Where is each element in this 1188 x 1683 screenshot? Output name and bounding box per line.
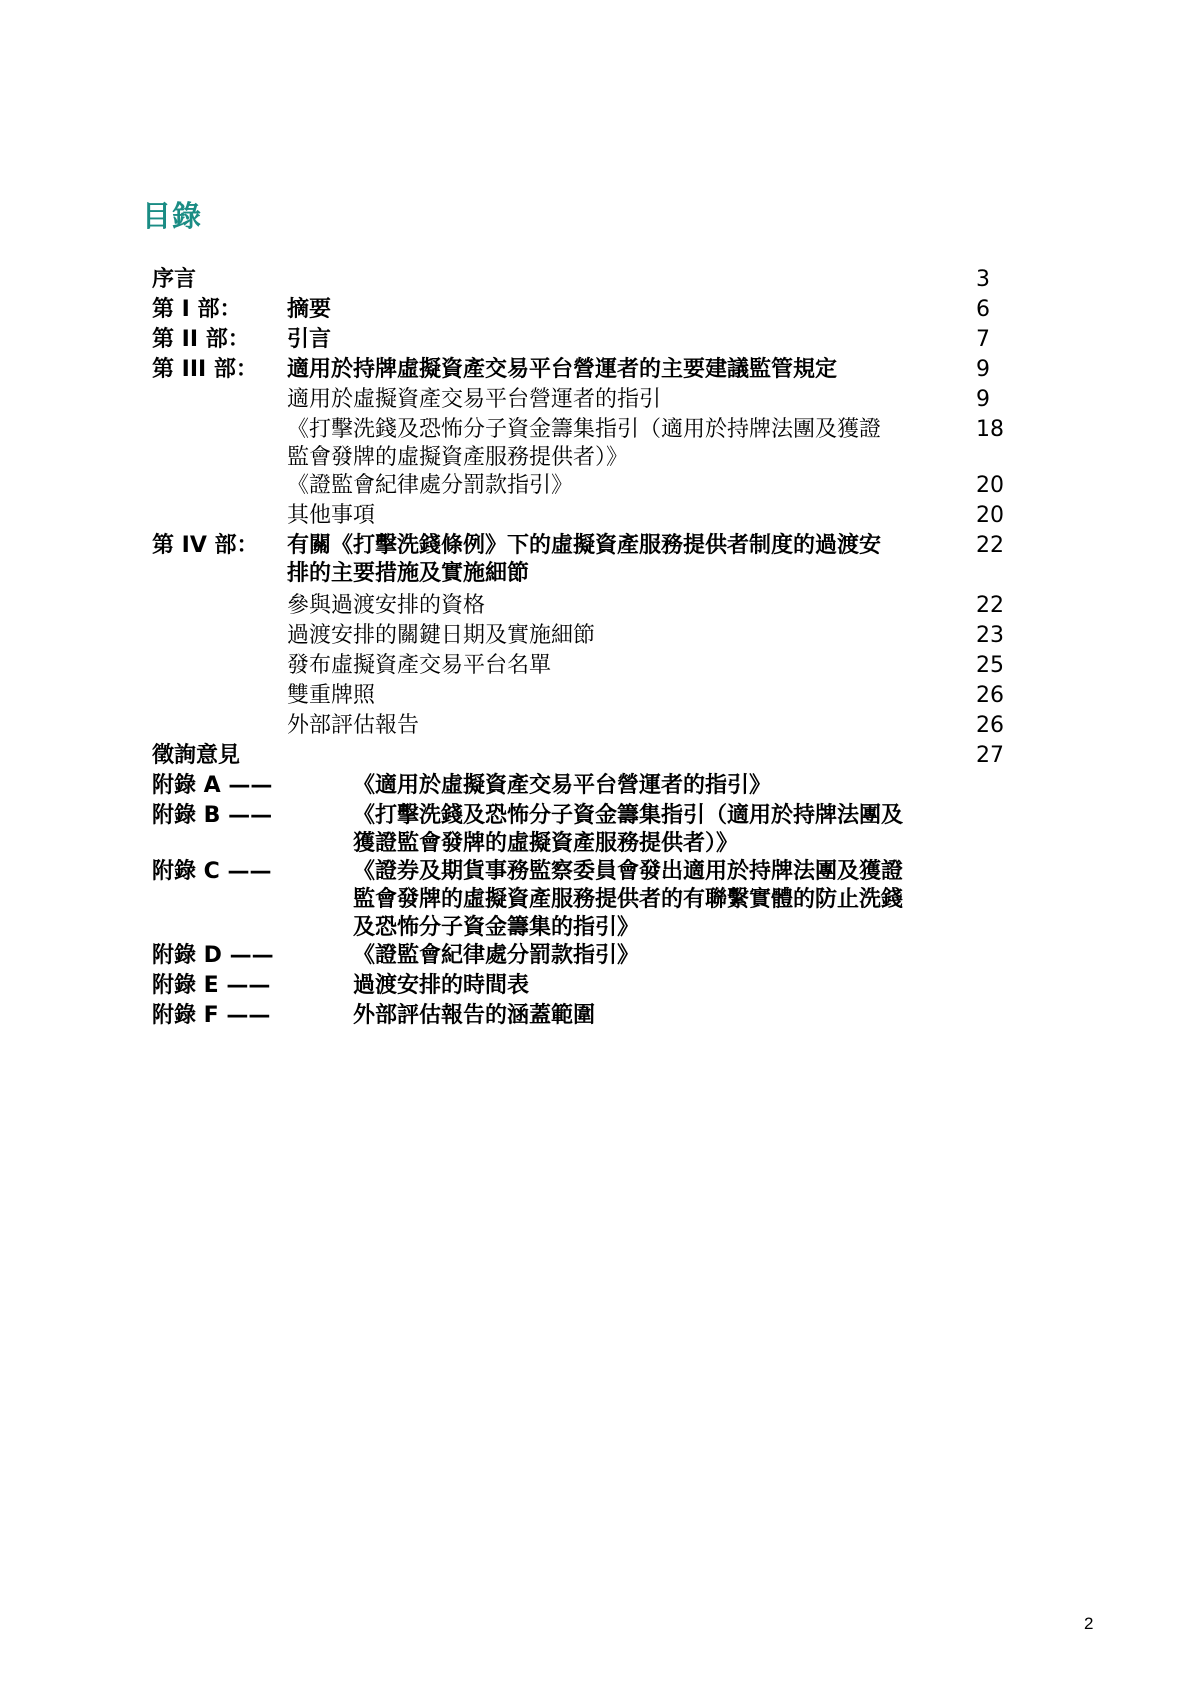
toc-row-title: 適用於虛擬資產交易平台營運者的指引 [287, 387, 662, 412]
toc-row-page: 9 [976, 357, 990, 382]
page-title: 目錄 [142, 199, 203, 233]
toc-row-label: 附錄 F —— [152, 1003, 271, 1028]
toc-row-page: 26 [976, 713, 1004, 738]
toc-row-page: 26 [976, 683, 1004, 708]
toc-row-title: 外部評估報告 [287, 713, 420, 738]
toc-row-title: 參與過渡安排的資格 [287, 593, 486, 618]
toc-row-page: 20 [976, 473, 1004, 498]
toc-row-label: 徵詢意見 [152, 743, 241, 768]
toc-row-label: 第 II 部： [152, 327, 250, 352]
toc-row-title: 引言 [287, 327, 332, 352]
toc-row-title: 《證監會紀律處分罰款指引》 [287, 473, 574, 498]
toc-row-page: 7 [976, 327, 990, 352]
toc-row-page: 6 [976, 297, 990, 322]
toc-row-title: 過渡安排的關鍵日期及實施細節 [287, 623, 596, 648]
toc-row-label: 第 IV 部： [152, 533, 259, 558]
toc-row-label: 附錄 C —— [152, 859, 272, 884]
toc-row-label: 序言 [152, 267, 197, 292]
toc-row-title: 過渡安排的時間表 [353, 973, 530, 998]
toc-row-title: 有關《打擊洗錢條例》下的虛擬資產服務提供者制度的過渡安 排的主要措施及實施細節 [287, 533, 882, 586]
toc-row-title: 《適用於虛擬資產交易平台營運者的指引》 [353, 773, 772, 798]
toc-row-title: 發布虛擬資產交易平台名單 [287, 653, 552, 678]
toc-row-page: 22 [976, 593, 1004, 618]
toc-row-label: 附錄 B —— [152, 803, 273, 828]
toc-row-label: 第 I 部： [152, 297, 242, 322]
toc-row-page: 9 [976, 387, 990, 412]
toc-row-page: 25 [976, 653, 1004, 678]
toc-row-title: 雙重牌照 [287, 683, 376, 708]
toc-row-label: 附錄 D —— [152, 943, 274, 968]
toc-row-page: 18 [976, 417, 1004, 442]
toc-row-page: 3 [976, 267, 990, 292]
toc-row-title: 其他事項 [287, 503, 376, 528]
page-number: 2 [1084, 1614, 1094, 1633]
toc-row-title: 《證監會紀律處分罰款指引》 [353, 943, 640, 968]
toc-row-title: 適用於持牌虛擬資產交易平台營運者的主要建議監管規定 [287, 357, 838, 382]
toc-row-page: 27 [976, 743, 1004, 768]
toc-row-label: 附錄 E —— [152, 973, 271, 998]
toc-row-title: 外部評估報告的涵蓋範圍 [353, 1003, 596, 1028]
toc-row-label: 第 III 部： [152, 357, 258, 382]
toc-row-title: 《證券及期貨事務監察委員會發出適用於持牌法團及獲證 監會發牌的虛擬資產服務提供者的有聯繫實體的防止洗錢 及恐怖分子資金籌集的指引》 [353, 859, 904, 940]
toc-row-title: 《打擊洗錢及恐怖分子資金籌集指引（適用於持牌法團及獲證 監會發牌的虛擬資產服務提供者）》 [287, 417, 882, 470]
toc-row-title: 摘要 [287, 297, 332, 322]
toc-row-label: 附錄 A —— [152, 773, 273, 798]
toc-row-page: 22 [976, 533, 1004, 558]
toc-row-page: 23 [976, 623, 1004, 648]
toc-row-page: 20 [976, 503, 1004, 528]
toc-row-title: 《打擊洗錢及恐怖分子資金籌集指引（適用於持牌法團及 獲證監會發牌的虛擬資產服務提供者）》 [353, 803, 904, 856]
